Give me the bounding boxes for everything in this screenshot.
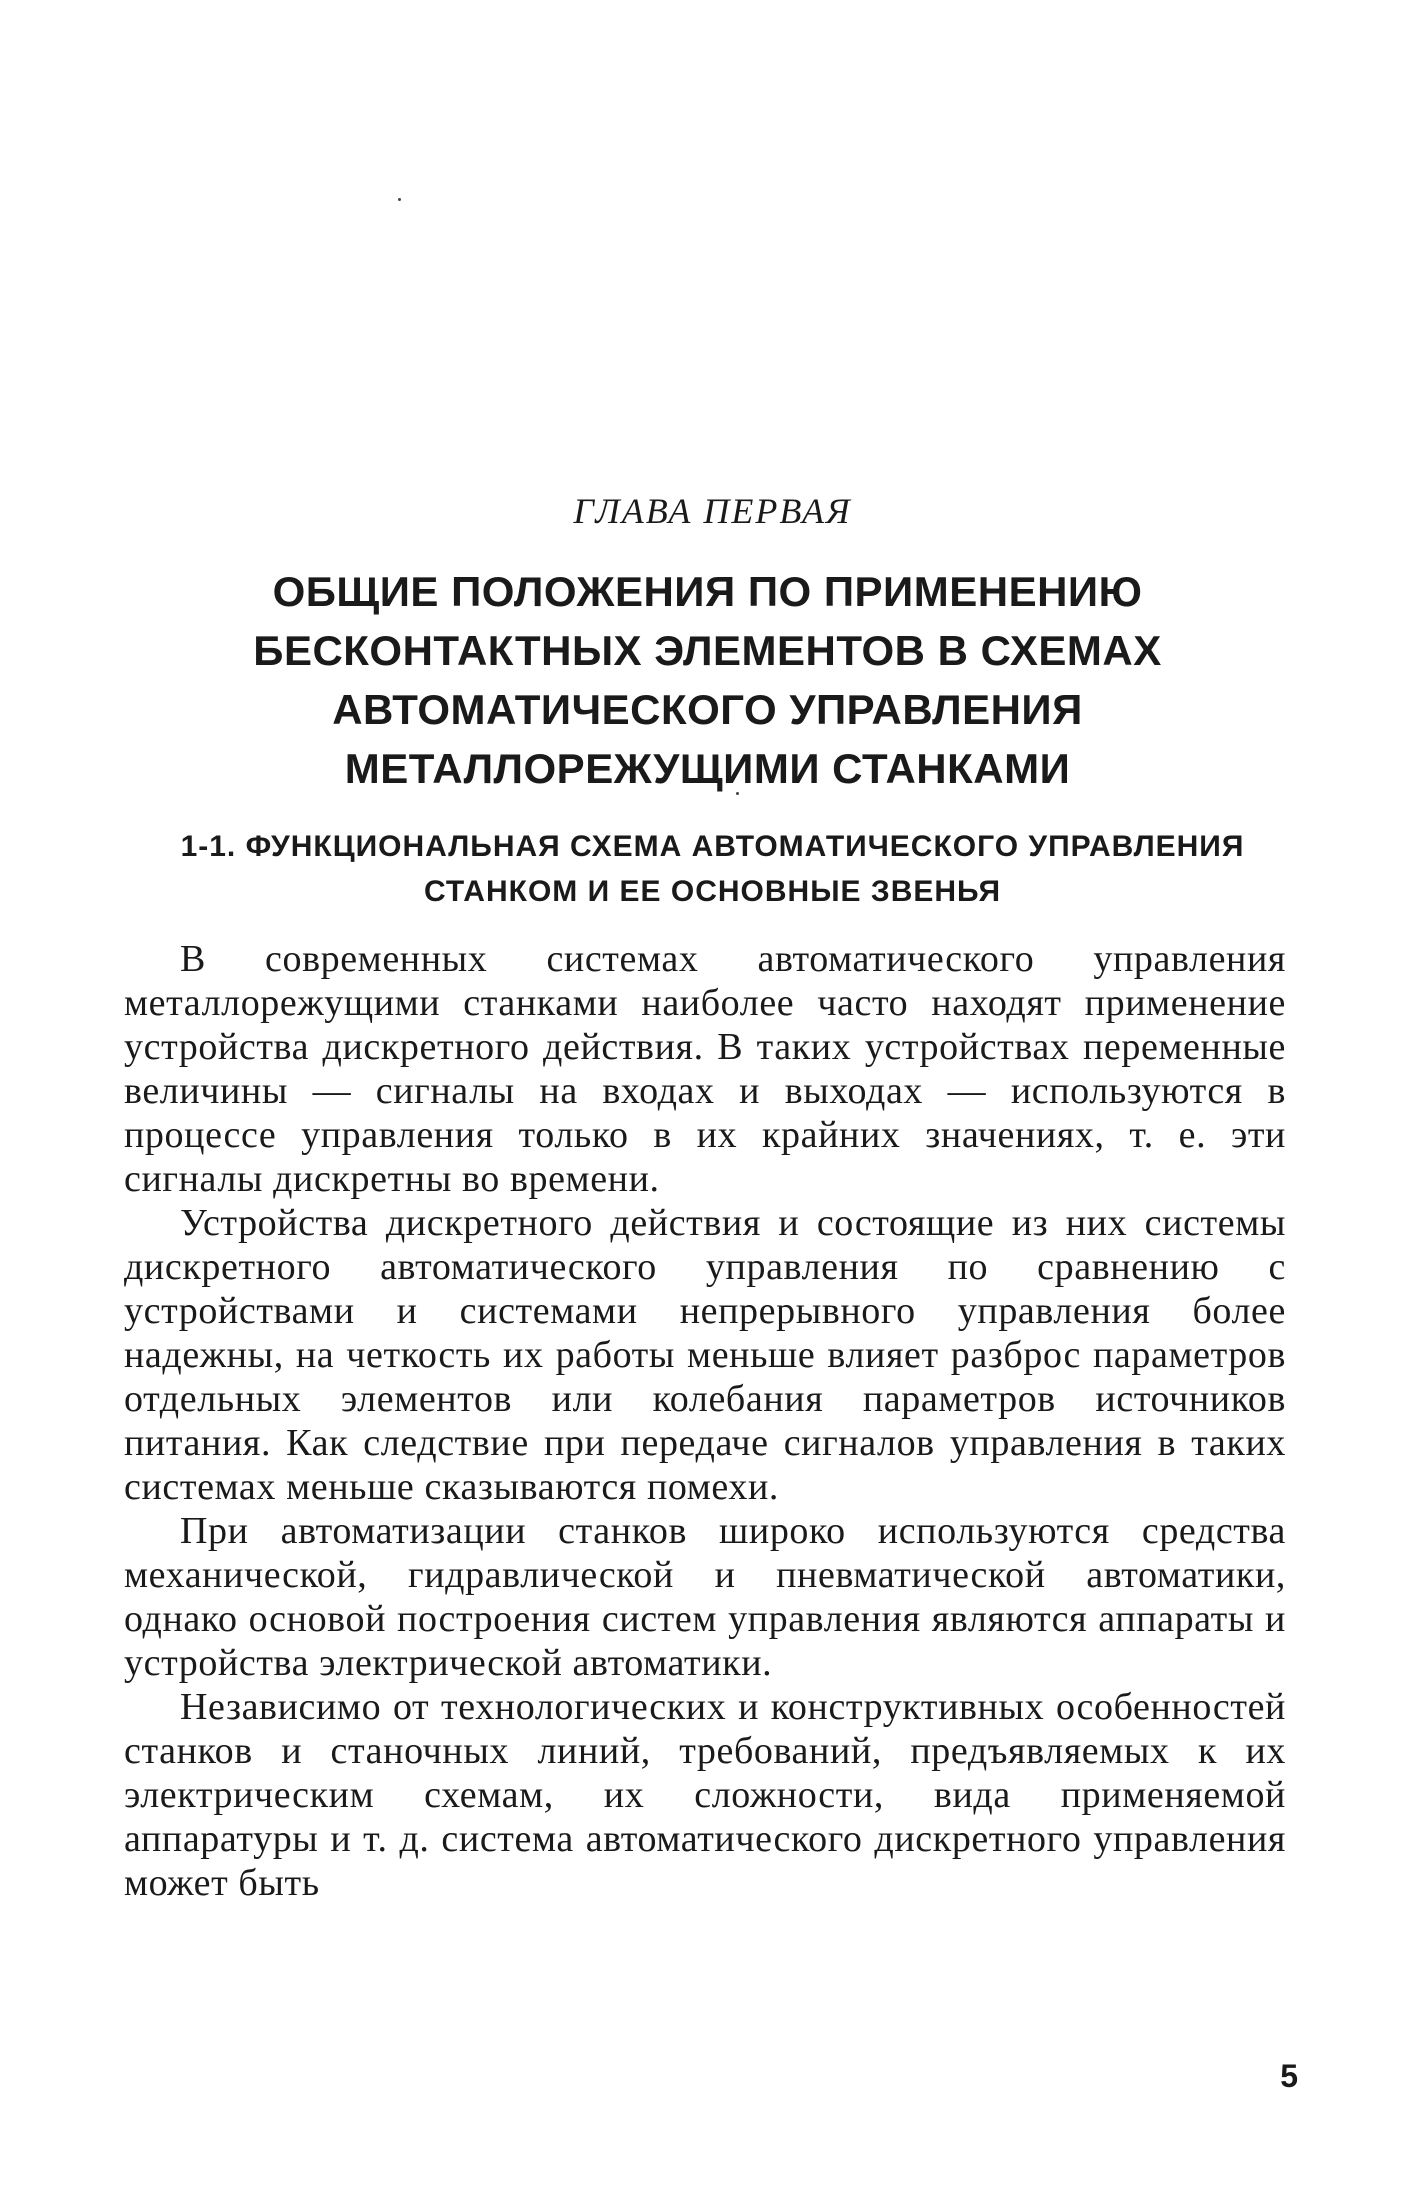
print-speck [398,198,401,201]
paragraph-1: В современных системах автоматического управления металлорежущими станками наиболее часто находят применение устройства дискретного действия. В таких устройствах переменные величины — сигналы на входах и выходах — используются в процессе управления только в их крайних значениях, т. е. эти сигналы дискретны во времени. [124,938,1286,1200]
paragraph-2: Устройства дискретного действия и состоящие из них системы дискретного автоматического управления по сравнению с устройствами и системами непрерывного управления более надежны, на четкость их работы меньше влияет разброс параметров отдельных элементов или колебания параметров источников питания. Как следствие при передаче сигналов управления в таких системах меньше сказываются помехи. [124,1202,1286,1508]
paragraph-4: Независимо от технологических и конструктивных особенностей станков и станочных линий, требований, предъявляемых к их электрическим схемам, их сложности, вида применяемой аппаратуры и т. д. система автоматического дискретного управления может быть [124,1686,1286,1904]
chapter-label: ГЛАВА ПЕРВАЯ [573,491,852,531]
chapter-title: ОБЩИЕ ПОЛОЖЕНИЯ ПО ПРИМЕНЕНИЮ БЕСКОНТАКТНЫХ ЭЛЕМЕНТОВ В СХЕМАХ АВТОМАТИЧЕСКОГО УПРАВЛЕНИЯ МЕТАЛЛОРЕЖУЩИМИ СТАНКАМИ [253,568,1162,792]
body-text [124,937,1286,1905]
paragraph-3: При автоматизации станков широко используются средства механической, гидравлической и пневматической автоматики, однако основой построения систем управления являются аппараты и устройства электрической автоматики. [124,1510,1286,1684]
page-number: 5 [1280,2058,1298,2094]
section-title: 1-1. ФУНКЦИОНАЛЬНАЯ СХЕМА АВТОМАТИЧЕСКОГО УПРАВЛЕНИЯ СТАНКОМ И ЕЕ ОСНОВНЫЕ ЗВЕНЬЯ [180,830,1245,908]
